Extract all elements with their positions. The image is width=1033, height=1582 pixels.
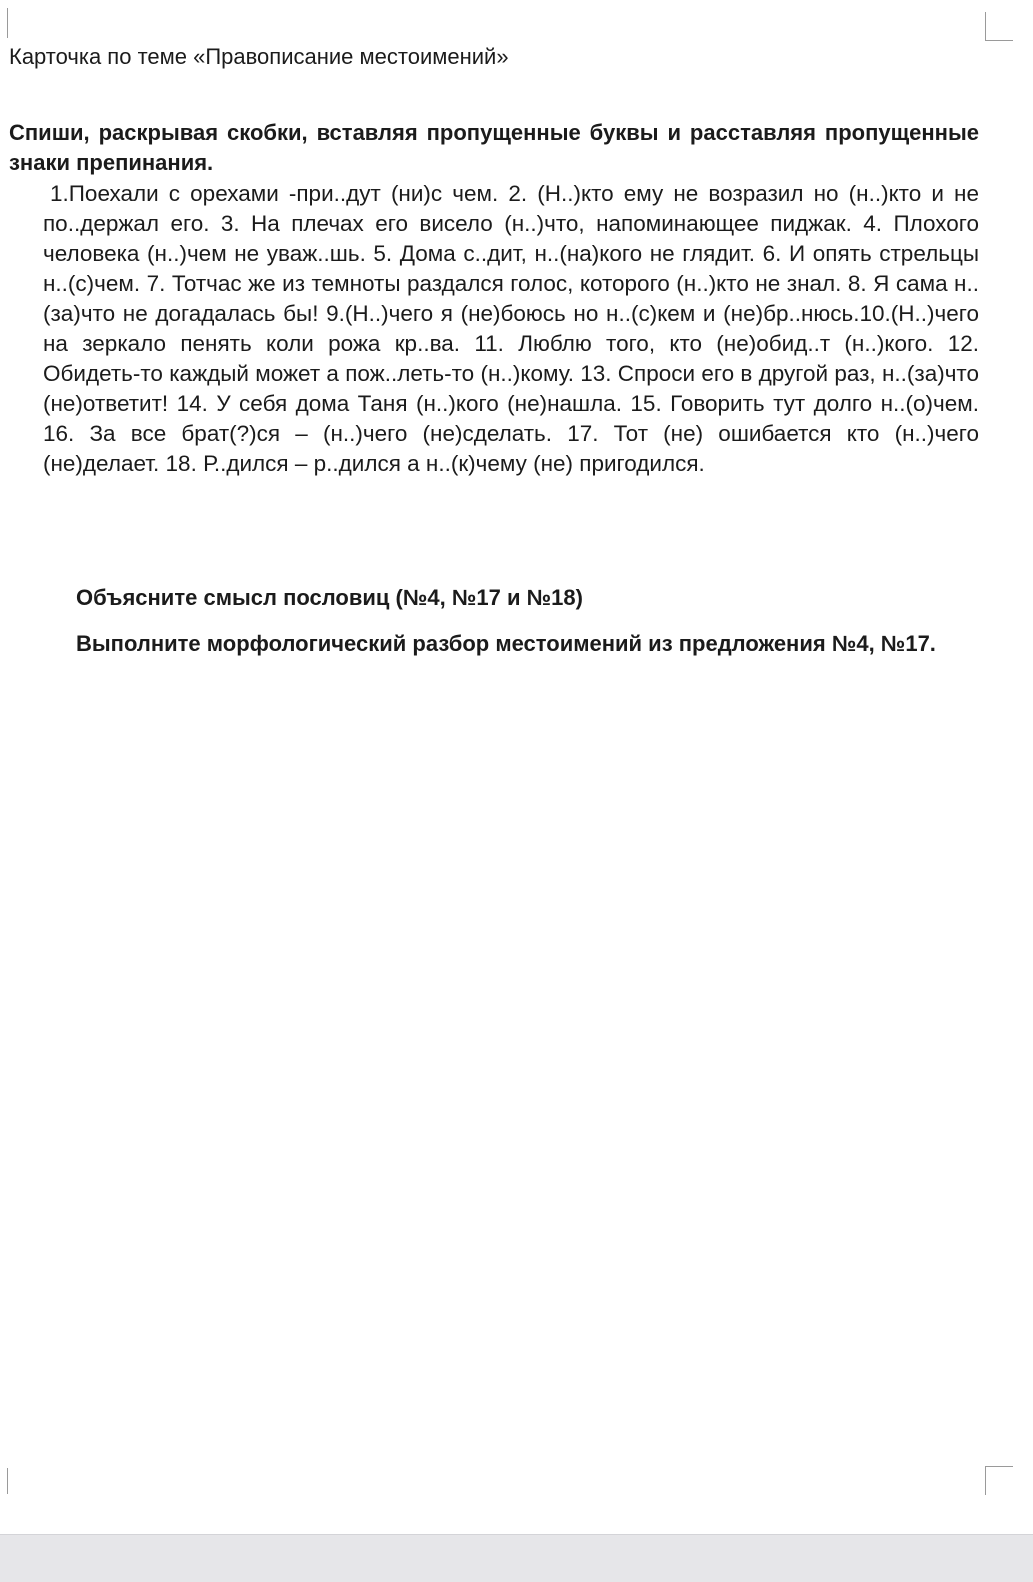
task-explain-proverbs: Объясните смысл пословиц (№4, №17 и №18)	[76, 585, 583, 610]
card-title: Карточка по теме «Правописание местоимений»	[9, 44, 509, 69]
viewer-bottom-bar	[0, 1534, 1033, 1582]
page-corner-mark-top-left	[0, 8, 8, 38]
task-morphological-analysis: Выполните морфологический разбор местоимений из предложения №4, №17.	[76, 631, 936, 656]
page-corner-mark-bottom-right	[985, 1466, 1013, 1495]
exercise-sentences: 1.Поехали с орехами -при..дут (ни)с чем. 2. (Н..)кто ему не возразил но (н..)кто и не по..держал его. 3. На плечах его висело (н..)что, напоминающее пиджак. 4. Плохого человека (н..)чем не уваж..шь. 5. Дома с..дит, н..(на)кого не глядит. 6. И опять стрельцы н..(с)чем. 7. Тотчас же из темноты раздался голос, которого (н..)кто не знал. 8. Я сама н..(за)что не догадалась бы! 9.(Н..)чего я (не)боюсь но н..(с)кем и (не)бр..нюсь.10.(Н..)чего на зеркало пенять коли рожа кр..ва. 11. Люблю того, кто (не)обид..т (н..)кого. 12. Обидеть-то каждый может а пож..леть-то (н..)кому. 13. Спроси его в другой раз, н..(за)что (не)ответит! 14. У себя дома Таня (н..)кого (не)нашла. 15. Говорить тут долго н..(о)чем. 16. За все брат(?)ся – (н..)чего (не)сделать. 17. Тот (не) ошибается кто (н..)чего (не)делает. 18. Р..дился – р..дился а н..(к)чему (не) пригодился.	[43, 181, 979, 476]
exercise-instruction: Спиши, раскрывая скобки, вставляя пропущенные буквы и расставляя пропущенные знаки препинания.	[9, 120, 979, 175]
page-corner-mark-top-right	[985, 12, 1013, 41]
page-corner-mark-bottom-left	[0, 1468, 8, 1494]
